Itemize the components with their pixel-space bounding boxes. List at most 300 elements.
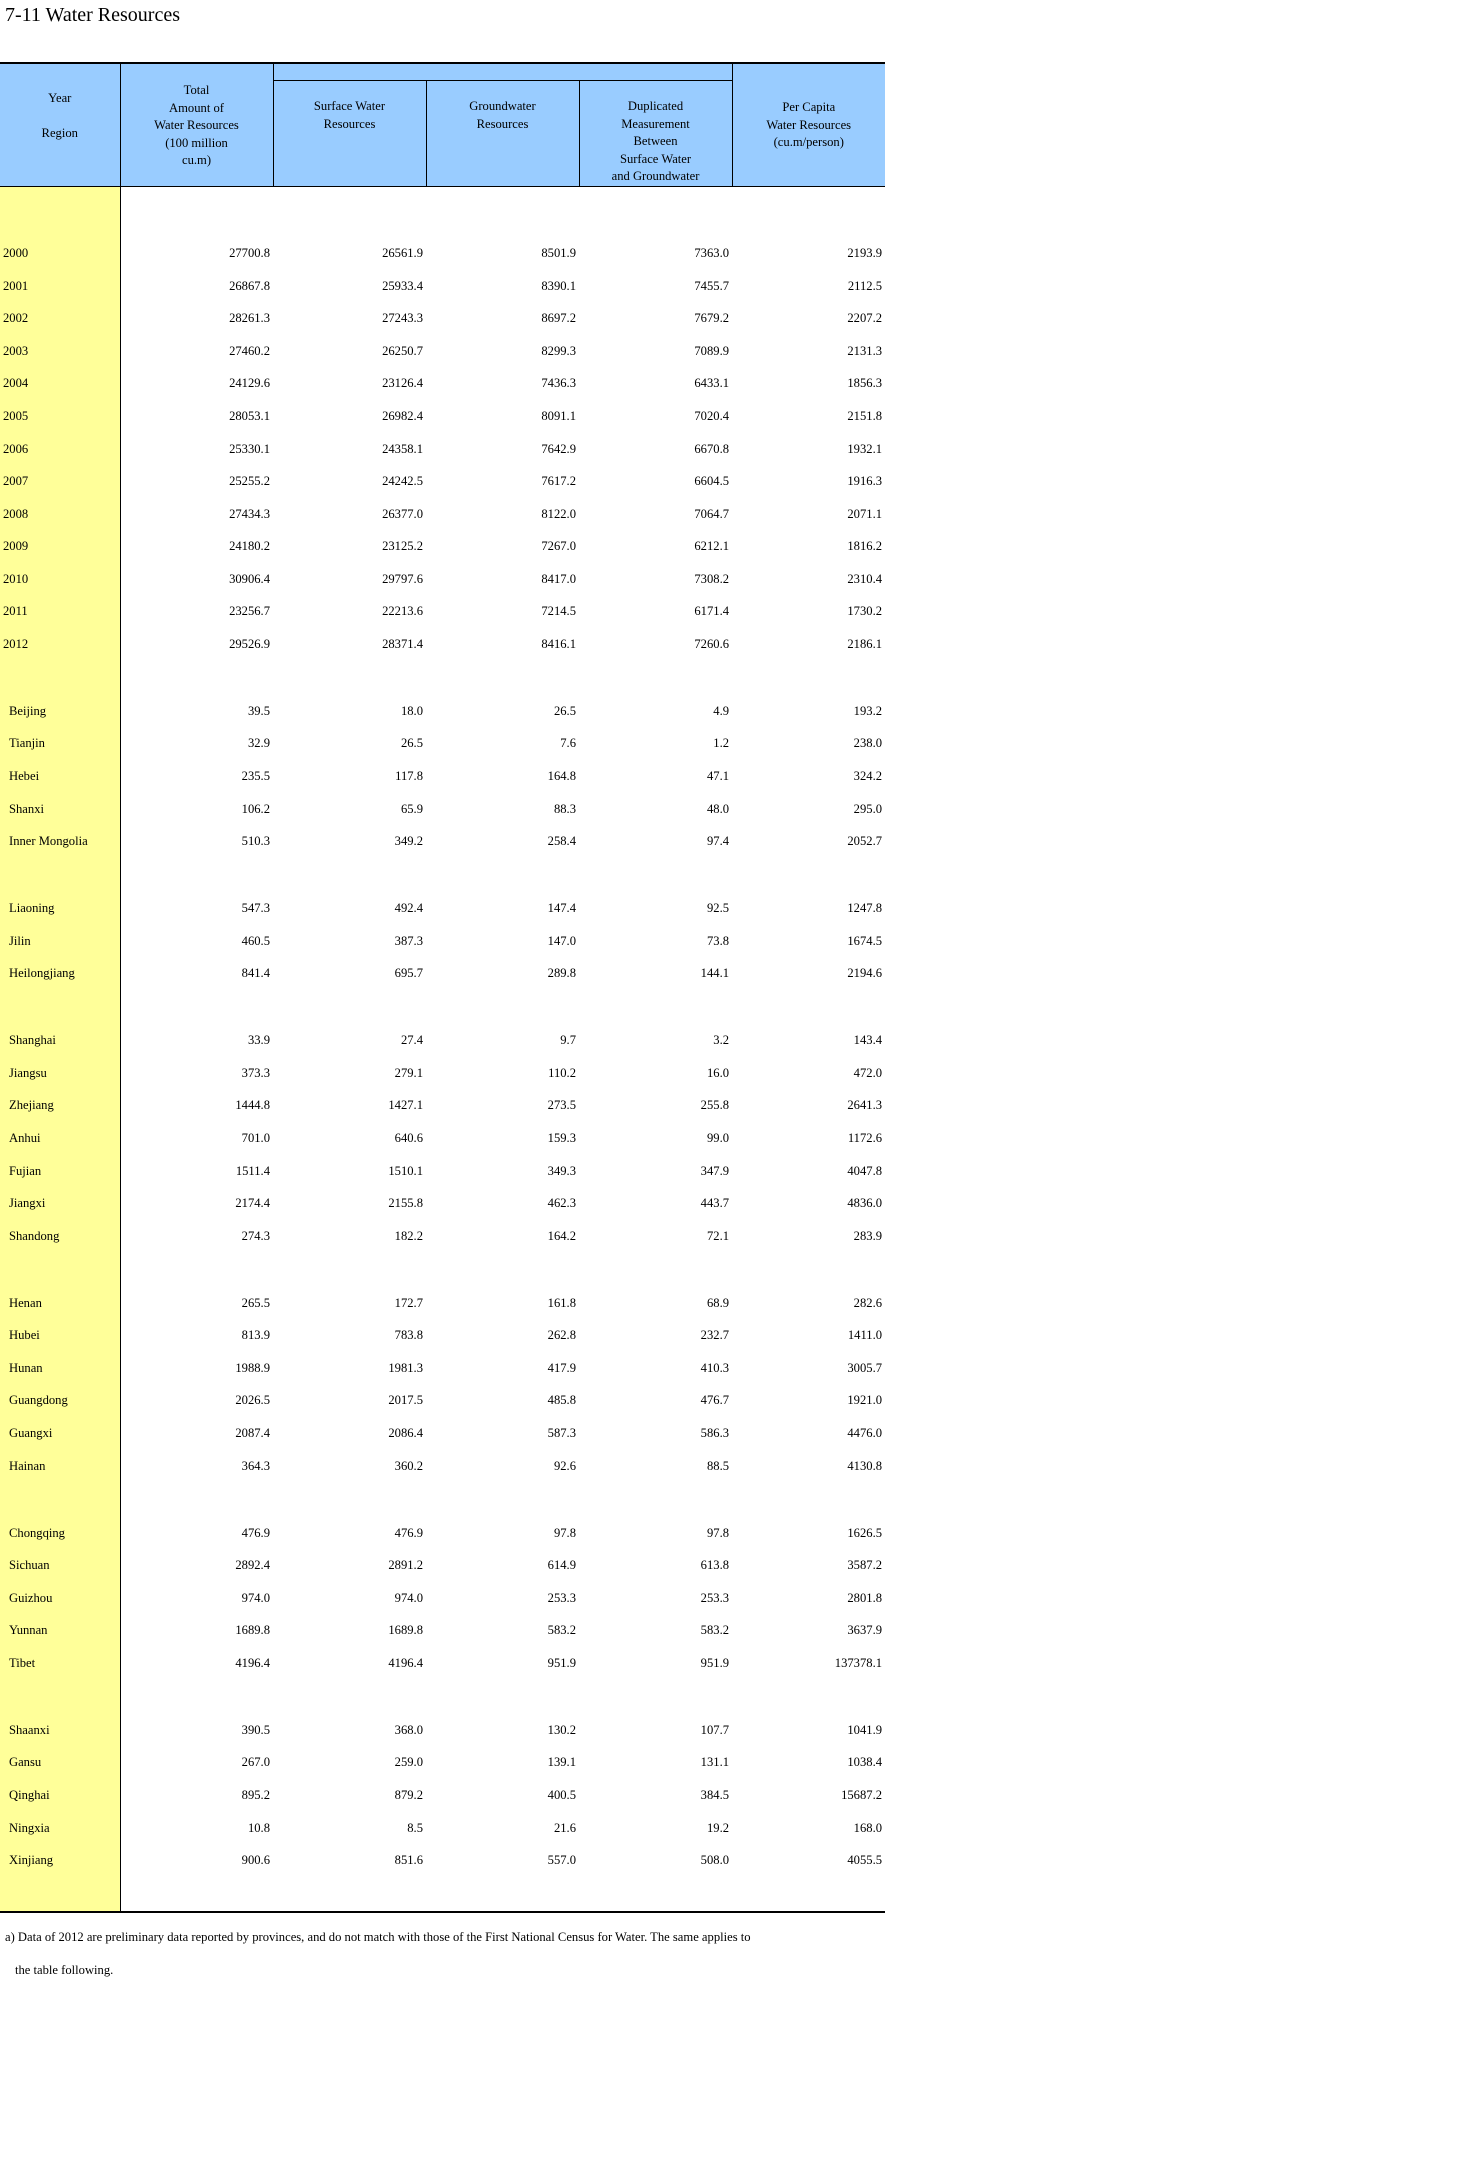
cell-surface: 349.2 bbox=[394, 834, 423, 849]
cell-total: 274.3 bbox=[241, 1228, 270, 1243]
cell-dup: 6212.1 bbox=[694, 539, 730, 554]
header-surface-line: Resources bbox=[323, 116, 376, 131]
spacer-label-cell bbox=[0, 1482, 120, 1517]
row-label: Guizhou bbox=[0, 1582, 120, 1615]
cell-surface: 279.1 bbox=[394, 1065, 423, 1080]
cell-total: 24180.2 bbox=[229, 539, 270, 554]
cell-dup: 72.1 bbox=[706, 1228, 730, 1243]
spacer-cell bbox=[732, 1680, 885, 1715]
cell-ground: 9.7 bbox=[560, 1033, 576, 1048]
cell-total: 29526.9 bbox=[229, 636, 270, 651]
cell-ground: 7642.9 bbox=[541, 441, 576, 456]
cell-ground: 462.3 bbox=[547, 1196, 576, 1211]
cell-ground: 8417.0 bbox=[541, 571, 576, 586]
cell-ground: 97.8 bbox=[553, 1525, 576, 1540]
cell-ground: 7617.2 bbox=[541, 474, 576, 489]
cell-dup: 48.0 bbox=[706, 801, 730, 816]
cell-total: 10.8 bbox=[247, 1820, 270, 1835]
cell-dup: 232.7 bbox=[700, 1328, 730, 1343]
cell-ground: 583.2 bbox=[547, 1623, 576, 1638]
cell-total: 460.5 bbox=[241, 933, 270, 948]
cell-ground: 21.6 bbox=[553, 1820, 576, 1835]
cell-dup: 586.3 bbox=[700, 1425, 730, 1440]
cell-dup: 144.1 bbox=[700, 966, 730, 981]
row-label: 2000 bbox=[0, 238, 120, 271]
cell-dup: 347.9 bbox=[700, 1163, 730, 1178]
table-row bbox=[0, 1450, 885, 1483]
spacer-cell bbox=[426, 1252, 579, 1287]
row-label: Zhejiang bbox=[0, 1090, 120, 1123]
header-per_capita-line: Per Capita bbox=[782, 100, 836, 114]
table-row bbox=[0, 1057, 885, 1090]
cell-total: 30906.4 bbox=[229, 571, 270, 586]
row-label: Jiangxi bbox=[0, 1187, 120, 1220]
cell-total: 1689.8 bbox=[235, 1623, 270, 1638]
cell-ground: 8091.1 bbox=[541, 409, 576, 423]
cell-ground: 258.4 bbox=[547, 834, 576, 849]
cell-per-capita: 1172.6 bbox=[847, 1131, 883, 1146]
cell-per-capita: 3587.2 bbox=[847, 1558, 883, 1573]
spacer-cell bbox=[273, 1680, 426, 1715]
cell-dup: 7260.6 bbox=[694, 636, 730, 651]
cell-total: 510.3 bbox=[241, 834, 270, 849]
table-row bbox=[0, 1614, 885, 1647]
cell-surface: 974.0 bbox=[394, 1590, 423, 1605]
cell-per-capita: 2801.8 bbox=[847, 1590, 883, 1605]
spacer-cell bbox=[732, 858, 885, 893]
header-per_capita-line: Water Resources bbox=[766, 117, 852, 132]
header-surface bbox=[273, 81, 426, 187]
row-label: Hunan bbox=[0, 1352, 120, 1385]
row-label: 2011 bbox=[0, 596, 120, 629]
spacer-cell bbox=[120, 661, 273, 696]
row-label: Guangdong bbox=[0, 1385, 120, 1418]
cell-total: 27700.8 bbox=[229, 246, 270, 261]
cell-total: 373.3 bbox=[241, 1065, 270, 1080]
cell-total: 547.3 bbox=[241, 901, 270, 916]
table-row bbox=[0, 1385, 885, 1418]
cell-surface: 492.4 bbox=[394, 901, 423, 916]
cell-total: 2892.4 bbox=[235, 1558, 270, 1573]
cell-surface: 2017.5 bbox=[388, 1393, 423, 1408]
cell-dup: 47.1 bbox=[706, 769, 730, 784]
cell-per-capita: 2207.2 bbox=[847, 311, 883, 326]
cell-ground: 7267.0 bbox=[541, 539, 576, 554]
cell-surface: 695.7 bbox=[394, 966, 423, 981]
page-title: 7-11 Water Resources bbox=[5, 4, 180, 26]
header-top-row bbox=[0, 63, 885, 81]
cell-ground: 130.2 bbox=[547, 1722, 576, 1737]
cell-total: 25255.2 bbox=[229, 474, 270, 489]
cell-per-capita: 2194.6 bbox=[847, 966, 883, 981]
spacer-cell bbox=[426, 1482, 579, 1517]
cell-per-capita: 3637.9 bbox=[847, 1623, 883, 1638]
spacer-label-cell bbox=[0, 858, 120, 893]
cell-ground: 8299.3 bbox=[541, 343, 576, 358]
cell-per-capita: 1674.5 bbox=[847, 933, 883, 948]
table-row bbox=[0, 433, 885, 466]
cell-per-capita: 2641.3 bbox=[847, 1098, 883, 1113]
table-row bbox=[0, 1417, 885, 1450]
cell-ground: 159.3 bbox=[547, 1131, 576, 1146]
cell-per-capita: 2112.5 bbox=[847, 278, 883, 293]
cell-dup: 6171.4 bbox=[694, 604, 730, 619]
cell-surface: 26250.7 bbox=[382, 343, 423, 358]
spacer-cell bbox=[273, 1877, 426, 1912]
row-label: Fujian bbox=[0, 1155, 120, 1188]
cell-dup: 1.2 bbox=[713, 736, 730, 751]
spacer-cell bbox=[426, 1877, 579, 1912]
cell-surface: 879.2 bbox=[394, 1787, 423, 1802]
spacer-row bbox=[0, 1680, 885, 1715]
footnote bbox=[5, 1921, 905, 1986]
cell-ground: 8416.1 bbox=[541, 636, 576, 651]
cell-total: 23256.7 bbox=[229, 604, 270, 619]
cell-ground: 161.8 bbox=[547, 1295, 576, 1310]
spacer-row bbox=[0, 990, 885, 1025]
spacer-row bbox=[0, 858, 885, 893]
spacer-cell bbox=[426, 1680, 579, 1715]
spacer-cell bbox=[732, 1252, 885, 1287]
spacer-cell bbox=[426, 858, 579, 893]
cell-surface: 29797.6 bbox=[382, 571, 423, 586]
spacer-cell bbox=[732, 990, 885, 1025]
cell-surface: 27243.3 bbox=[382, 311, 423, 326]
cell-total: 2087.4 bbox=[235, 1425, 270, 1440]
row-label: Shanxi bbox=[0, 793, 120, 826]
cell-dup: 4.9 bbox=[713, 703, 730, 718]
cell-surface: 172.7 bbox=[394, 1295, 423, 1310]
cell-ground: 8122.0 bbox=[541, 506, 576, 521]
cell-dup: 92.5 bbox=[706, 901, 730, 916]
cell-per-capita: 1856.3 bbox=[847, 376, 883, 391]
cell-dup: 16.0 bbox=[706, 1065, 730, 1080]
table-row bbox=[0, 1287, 885, 1320]
cell-surface: 24358.1 bbox=[382, 441, 423, 456]
row-label: Shandong bbox=[0, 1220, 120, 1253]
spacer-cell bbox=[120, 1252, 273, 1287]
cell-per-capita: 3005.7 bbox=[847, 1360, 883, 1375]
cell-surface: 640.6 bbox=[394, 1131, 423, 1146]
spacer-row bbox=[0, 186, 885, 238]
header-duplicated-line: Between bbox=[633, 134, 678, 148]
table-row bbox=[0, 498, 885, 531]
table-row bbox=[0, 1187, 885, 1220]
cell-dup: 3.2 bbox=[713, 1033, 730, 1048]
table-row bbox=[0, 1155, 885, 1188]
table-row bbox=[0, 628, 885, 661]
header-groundwater bbox=[426, 81, 579, 187]
spacer-cell bbox=[120, 1482, 273, 1517]
table-row bbox=[0, 1582, 885, 1615]
cell-surface: 259.0 bbox=[394, 1755, 423, 1770]
row-label: 2008 bbox=[0, 498, 120, 531]
table-row bbox=[0, 958, 885, 991]
cell-surface: 4196.4 bbox=[388, 1655, 423, 1670]
row-label: 2003 bbox=[0, 335, 120, 368]
cell-ground: 253.3 bbox=[547, 1590, 576, 1605]
cell-total: 364.3 bbox=[241, 1458, 270, 1473]
table-body bbox=[0, 186, 885, 1912]
cell-surface: 8.5 bbox=[407, 1820, 423, 1835]
cell-dup: 131.1 bbox=[700, 1755, 730, 1770]
cell-total: 813.9 bbox=[241, 1328, 270, 1343]
cell-ground: 139.1 bbox=[547, 1755, 576, 1770]
row-label: Henan bbox=[0, 1287, 120, 1320]
header-region-label: Region bbox=[41, 126, 78, 140]
spacer-cell bbox=[120, 990, 273, 1025]
spacer-cell bbox=[732, 1877, 885, 1912]
spacer-row bbox=[0, 661, 885, 696]
cell-surface: 27.4 bbox=[400, 1033, 423, 1048]
cell-per-capita: 283.9 bbox=[853, 1228, 883, 1243]
header-per_capita-line: (cu.m/person) bbox=[773, 135, 844, 149]
cell-ground: 7436.3 bbox=[541, 376, 576, 391]
cell-per-capita: 238.0 bbox=[853, 736, 883, 751]
cell-dup: 68.9 bbox=[706, 1295, 730, 1310]
cell-per-capita: 4476.0 bbox=[847, 1425, 883, 1440]
cell-total: 895.2 bbox=[241, 1787, 270, 1802]
row-label: Sichuan bbox=[0, 1549, 120, 1582]
table-row bbox=[0, 400, 885, 433]
cell-ground: 92.6 bbox=[553, 1458, 576, 1473]
header-total-line: Amount of bbox=[169, 100, 224, 115]
header-ground-line: Groundwater bbox=[469, 99, 536, 113]
spacer-cell bbox=[120, 186, 273, 238]
spacer-label-cell bbox=[0, 186, 120, 238]
cell-per-capita: 1816.2 bbox=[847, 539, 883, 554]
cell-surface: 18.0 bbox=[400, 703, 423, 718]
cell-total: 235.5 bbox=[241, 769, 270, 784]
cell-dup: 7679.2 bbox=[694, 311, 730, 326]
row-label: Tibet bbox=[0, 1647, 120, 1680]
table-row bbox=[0, 1779, 885, 1812]
cell-dup: 7089.9 bbox=[694, 343, 730, 358]
table-row bbox=[0, 1122, 885, 1155]
spacer-label-cell bbox=[0, 1877, 120, 1912]
cell-per-capita: 1921.0 bbox=[847, 1393, 883, 1408]
cell-per-capita: 1247.8 bbox=[847, 901, 883, 916]
spacer-label-cell bbox=[0, 661, 120, 696]
table-row bbox=[0, 1714, 885, 1747]
spacer-cell bbox=[579, 186, 732, 238]
cell-surface: 1427.1 bbox=[388, 1098, 423, 1113]
spacer-cell bbox=[579, 990, 732, 1025]
cell-surface: 2891.2 bbox=[388, 1558, 423, 1573]
cell-total: 900.6 bbox=[241, 1853, 270, 1868]
row-label: Shanghai bbox=[0, 1025, 120, 1058]
cell-surface: 182.2 bbox=[394, 1228, 423, 1243]
cell-ground: 485.8 bbox=[547, 1393, 576, 1408]
cell-total: 4196.4 bbox=[235, 1655, 270, 1670]
cell-dup: 508.0 bbox=[700, 1853, 730, 1868]
table-row bbox=[0, 925, 885, 958]
cell-dup: 7455.7 bbox=[694, 278, 730, 293]
cell-per-capita: 2310.4 bbox=[847, 571, 883, 586]
spacer-cell bbox=[579, 1877, 732, 1912]
cell-dup: 613.8 bbox=[700, 1558, 730, 1573]
spacer-cell bbox=[426, 990, 579, 1025]
cell-surface: 26561.9 bbox=[382, 246, 423, 261]
cell-per-capita: 4130.8 bbox=[847, 1458, 883, 1473]
cell-surface: 26.5 bbox=[400, 736, 423, 751]
row-label: Ningxia bbox=[0, 1812, 120, 1845]
row-label: Liaoning bbox=[0, 892, 120, 925]
cell-dup: 6433.1 bbox=[694, 376, 730, 391]
row-label: Tianjin bbox=[0, 728, 120, 761]
cell-ground: 8390.1 bbox=[541, 278, 576, 293]
cell-ground: 88.3 bbox=[553, 801, 576, 816]
cell-per-capita: 1932.1 bbox=[847, 441, 883, 456]
cell-surface: 2155.8 bbox=[388, 1196, 423, 1211]
cell-per-capita: 2131.3 bbox=[847, 343, 883, 358]
spacer-cell bbox=[426, 186, 579, 238]
cell-dup: 99.0 bbox=[706, 1131, 730, 1146]
row-label: 2002 bbox=[0, 303, 120, 336]
spacer-cell bbox=[273, 1252, 426, 1287]
spacer-label-cell bbox=[0, 1252, 120, 1287]
table-row bbox=[0, 1517, 885, 1550]
cell-per-capita: 2193.9 bbox=[847, 246, 883, 261]
cell-total: 1988.9 bbox=[235, 1360, 270, 1375]
cell-surface: 368.0 bbox=[394, 1722, 423, 1737]
cell-surface: 24242.5 bbox=[382, 474, 423, 489]
cell-dup: 107.7 bbox=[700, 1722, 730, 1737]
header-duplicated-line: Surface Water bbox=[619, 151, 692, 166]
cell-per-capita: 15687.2 bbox=[841, 1787, 883, 1802]
cell-per-capita: 2052.7 bbox=[847, 834, 883, 849]
cell-dup: 410.3 bbox=[700, 1360, 730, 1375]
cell-surface: 26982.4 bbox=[382, 409, 423, 423]
cell-ground: 147.4 bbox=[547, 901, 576, 916]
cell-total: 2174.4 bbox=[235, 1196, 270, 1211]
cell-surface: 360.2 bbox=[394, 1458, 423, 1473]
spacer-row bbox=[0, 1252, 885, 1287]
header-duplicated-line: and Groundwater bbox=[611, 169, 700, 183]
water-resources-table-container bbox=[0, 62, 885, 1913]
cell-total: 1444.8 bbox=[235, 1098, 270, 1113]
footnote-line-1: a) Data of 2012 are preliminary data reported by provinces, and do not match with those of the First National Census for Water. The same applies to bbox=[5, 1930, 751, 1944]
header-year-region bbox=[0, 63, 120, 186]
spacer-cell bbox=[579, 1680, 732, 1715]
spacer-cell bbox=[120, 1877, 273, 1912]
cell-surface: 117.8 bbox=[395, 769, 423, 784]
table-row bbox=[0, 1220, 885, 1253]
cell-dup: 97.8 bbox=[706, 1525, 730, 1540]
row-label: Hainan bbox=[0, 1450, 120, 1483]
cell-ground: 587.3 bbox=[547, 1425, 576, 1440]
cell-total: 26867.8 bbox=[229, 278, 270, 293]
cell-total: 390.5 bbox=[241, 1722, 270, 1737]
table-row bbox=[0, 563, 885, 596]
cell-total: 24129.6 bbox=[229, 376, 270, 391]
spacer-label-cell bbox=[0, 1680, 120, 1715]
table-row bbox=[0, 270, 885, 303]
cell-surface: 65.9 bbox=[400, 801, 423, 816]
cell-ground: 289.8 bbox=[547, 966, 576, 981]
spacer-cell bbox=[273, 661, 426, 696]
cell-per-capita: 295.0 bbox=[853, 801, 883, 816]
cell-ground: 147.0 bbox=[547, 933, 576, 948]
row-label: 2005 bbox=[0, 400, 120, 433]
row-label: 2001 bbox=[0, 270, 120, 303]
table-row bbox=[0, 1090, 885, 1123]
cell-ground: 8697.2 bbox=[541, 311, 576, 326]
table-row bbox=[0, 1025, 885, 1058]
cell-surface: 22213.6 bbox=[382, 604, 423, 619]
cell-ground: 417.9 bbox=[547, 1360, 576, 1375]
cell-per-capita: 472.0 bbox=[853, 1065, 883, 1080]
table-row bbox=[0, 760, 885, 793]
cell-dup: 476.7 bbox=[700, 1393, 730, 1408]
cell-per-capita: 168.0 bbox=[853, 1820, 883, 1835]
cell-total: 476.9 bbox=[241, 1525, 270, 1540]
row-label: Beijing bbox=[0, 695, 120, 728]
cell-ground: 7214.5 bbox=[541, 604, 576, 619]
cell-total: 27434.3 bbox=[229, 506, 270, 521]
footnote-line-2: the table following. bbox=[15, 1962, 114, 1977]
cell-surface: 2086.4 bbox=[388, 1425, 423, 1440]
cell-surface: 476.9 bbox=[394, 1525, 423, 1540]
spacer-cell bbox=[120, 1680, 273, 1715]
spacer-label-cell bbox=[0, 990, 120, 1025]
cell-total: 1511.4 bbox=[235, 1163, 270, 1178]
cell-total: 25330.1 bbox=[229, 441, 270, 456]
table-row bbox=[0, 1747, 885, 1780]
row-label: Hebei bbox=[0, 760, 120, 793]
spacer-cell bbox=[732, 661, 885, 696]
cell-ground: 349.3 bbox=[547, 1163, 576, 1178]
cell-surface: 387.3 bbox=[394, 933, 423, 948]
cell-dup: 583.2 bbox=[700, 1623, 730, 1638]
cell-total: 841.4 bbox=[241, 966, 270, 981]
table-row bbox=[0, 1844, 885, 1877]
cell-per-capita: 2071.1 bbox=[847, 506, 883, 521]
table-row bbox=[0, 1549, 885, 1582]
spacer-row bbox=[0, 1877, 885, 1912]
cell-surface: 25933.4 bbox=[382, 278, 423, 293]
cell-ground: 557.0 bbox=[547, 1853, 576, 1868]
table-row bbox=[0, 793, 885, 826]
spacer-row bbox=[0, 1482, 885, 1517]
table-row bbox=[0, 1352, 885, 1385]
row-label: Xinjiang bbox=[0, 1844, 120, 1877]
header-ground-line: Resources bbox=[476, 116, 529, 131]
cell-per-capita: 2186.1 bbox=[847, 636, 883, 651]
cell-surface: 26377.0 bbox=[382, 506, 423, 521]
cell-total: 33.9 bbox=[247, 1033, 270, 1048]
cell-ground: 26.5 bbox=[553, 703, 576, 718]
table-row bbox=[0, 335, 885, 368]
cell-per-capita: 1041.9 bbox=[847, 1722, 883, 1737]
header-surface-line: Surface Water bbox=[313, 99, 386, 113]
cell-ground: 8501.9 bbox=[541, 246, 576, 261]
row-label: 2006 bbox=[0, 433, 120, 466]
row-label: Qinghai bbox=[0, 1779, 120, 1812]
spacer-cell bbox=[273, 858, 426, 893]
spacer-cell bbox=[273, 186, 426, 238]
cell-total: 28053.1 bbox=[229, 409, 270, 423]
cell-per-capita: 1730.2 bbox=[847, 604, 883, 619]
header-total-line: Total bbox=[183, 83, 210, 97]
cell-per-capita: 1626.5 bbox=[847, 1525, 883, 1540]
spacer-cell bbox=[579, 661, 732, 696]
cell-dup: 7064.7 bbox=[694, 506, 730, 521]
row-label: 2007 bbox=[0, 465, 120, 498]
cell-ground: 110.2 bbox=[548, 1065, 576, 1080]
cell-dup: 97.4 bbox=[706, 834, 730, 849]
spacer-cell bbox=[579, 1482, 732, 1517]
